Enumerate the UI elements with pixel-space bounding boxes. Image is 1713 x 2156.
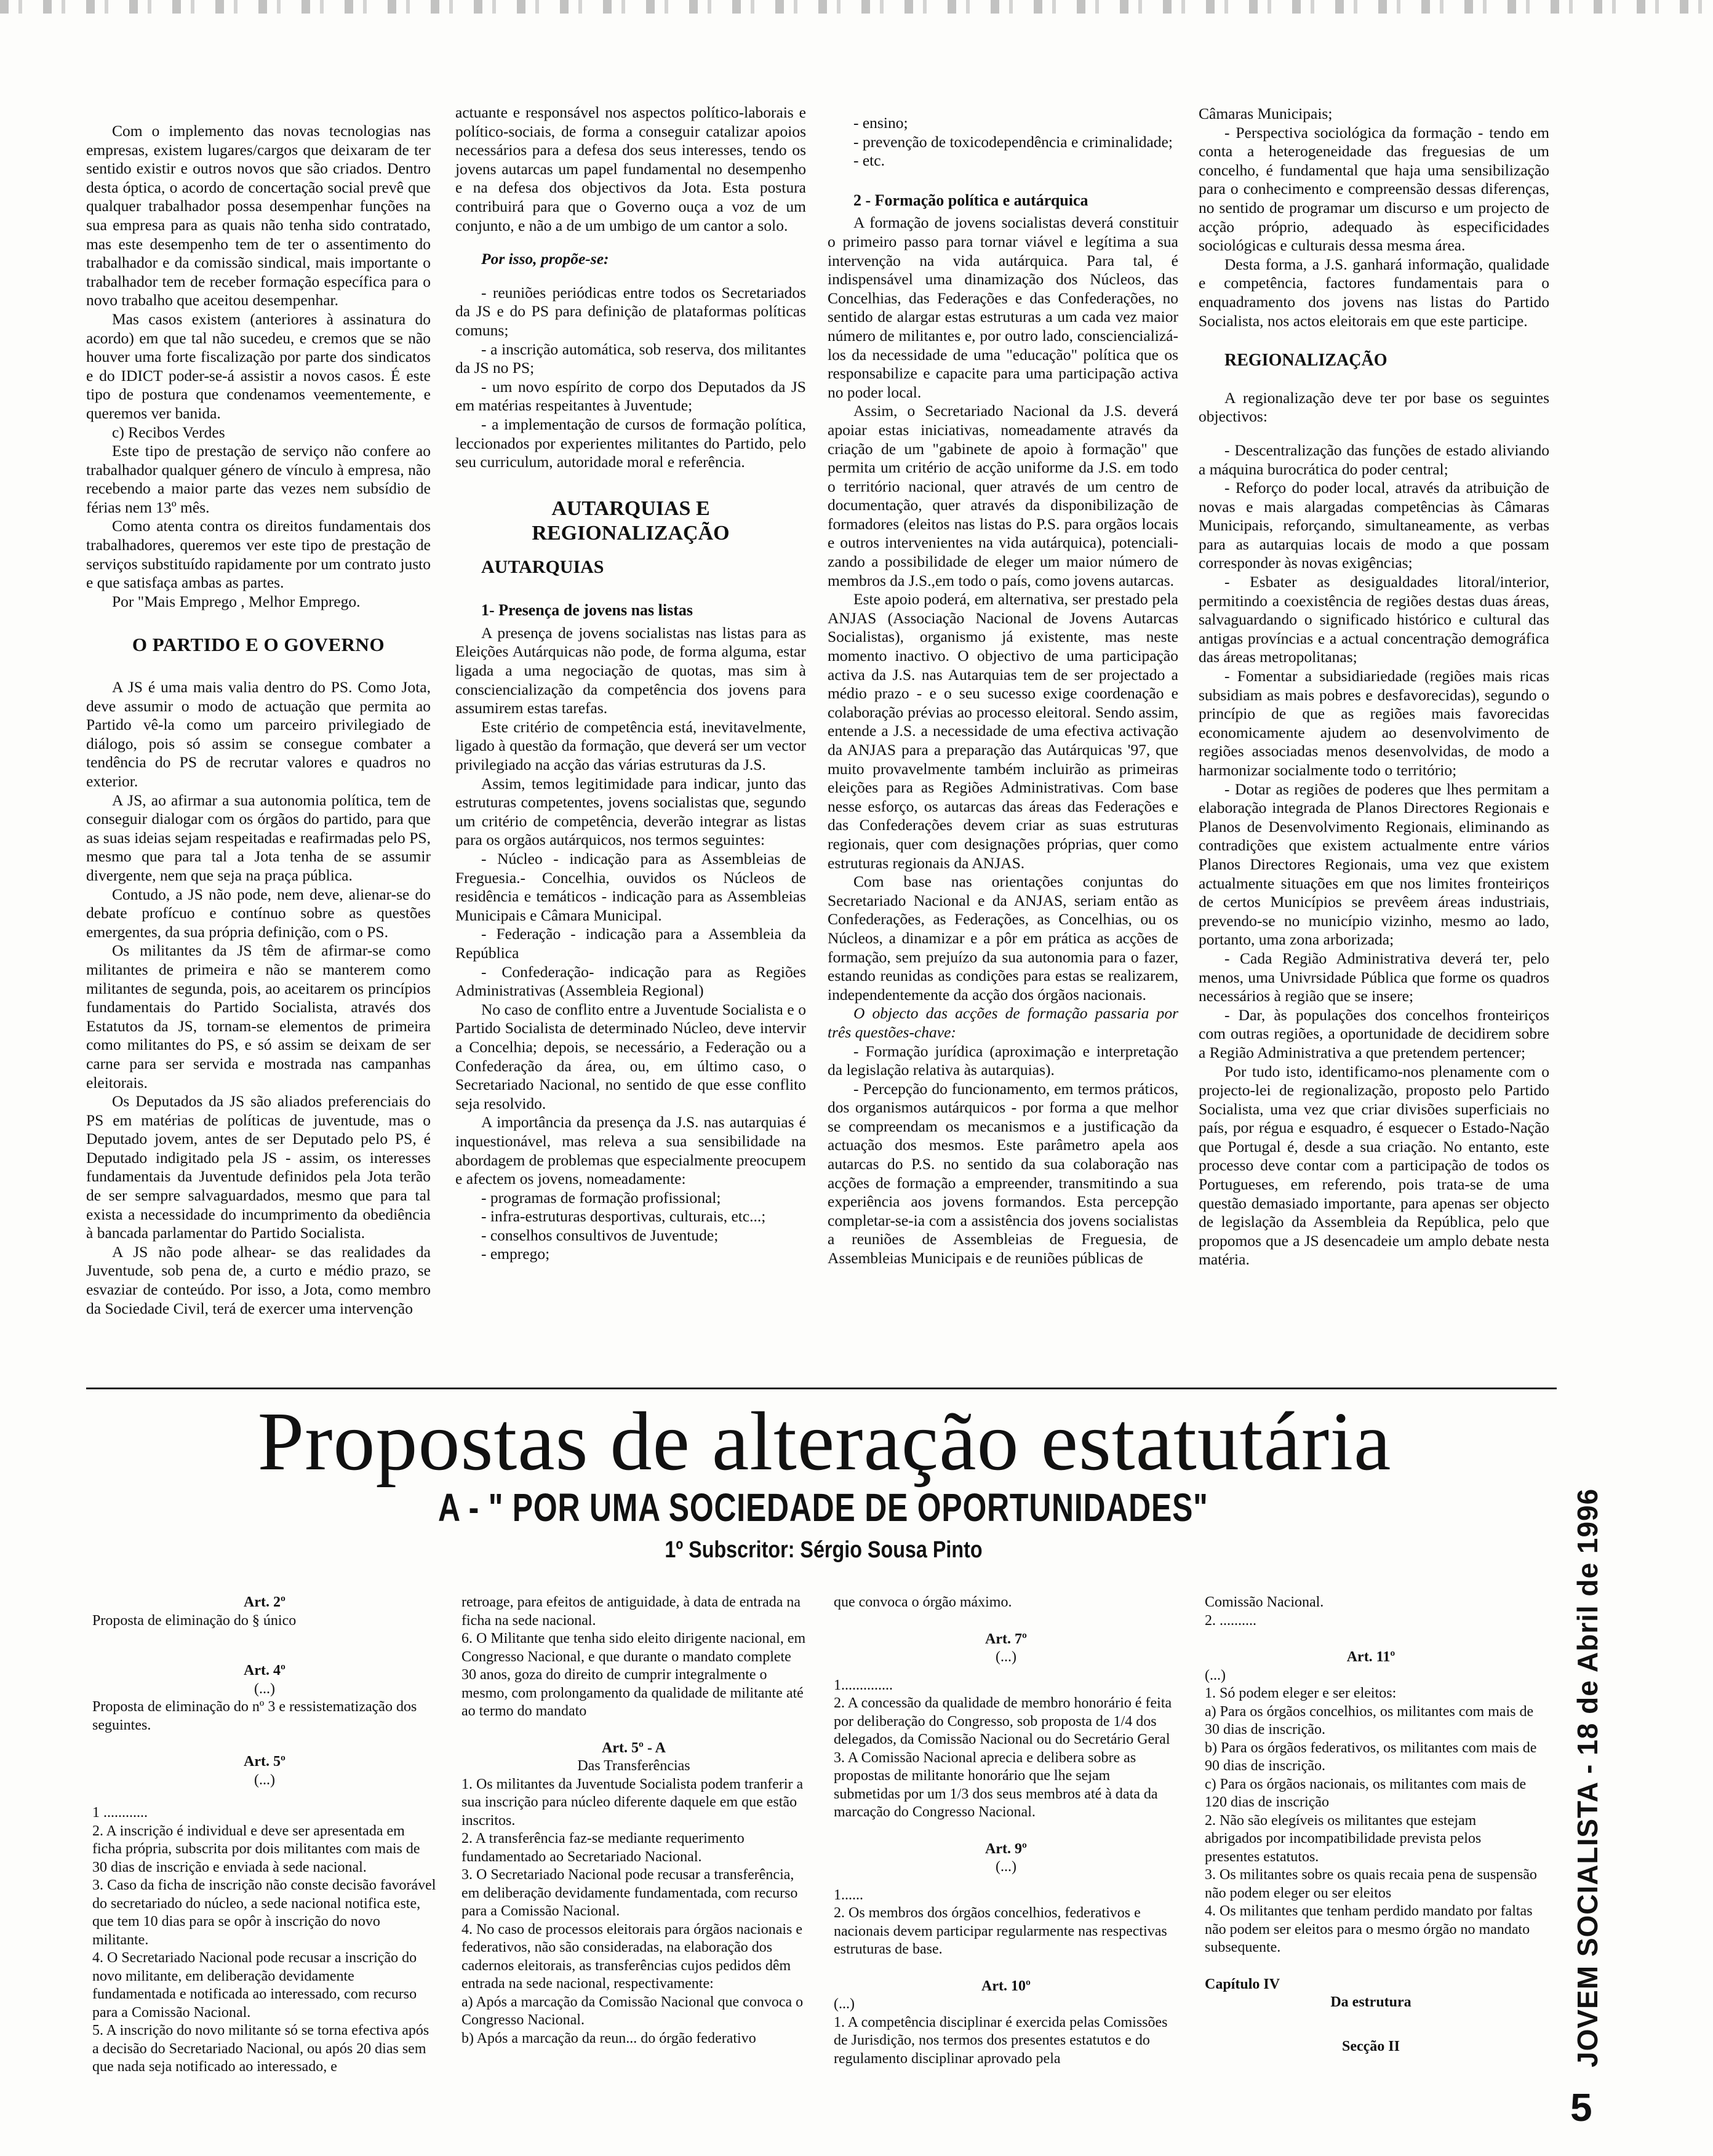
lower-column-4 bbox=[1205, 1594, 1537, 2056]
paragraph: Este tipo de prestação de serviço não confere ao trabalhador qualquer género de vínculo à empresa, não recebendo a maior parte das vezes nem subsídio de férias nem 13º mês. bbox=[86, 442, 431, 516]
paragraph: - reuniões periódicas entre todos os Secretariados da JS e do PS para definição de plataformas políticas comuns; bbox=[455, 283, 806, 339]
paragraph: - Núcleo - indicação para as Assembleias de Freguesia.- Concelhia, ouvidos os Núcleos de residência e temáticos - indicação para as Assembleias Municipais e Câmara Municipal. bbox=[455, 850, 806, 924]
paragraph: Por tudo isto, identificamo-nos plenamente com o projecto-lei de regionalização, proposto pelo Partido Socialista, uma vez que criar divisões superficiais no país, por régua e esquadro, é esquecer o Estado-Nação que Portugal é, desde a sua criação. No entanto, este processo deve contar com a participação de todos os Portugueses, em referendo, pois trata-se de uma questão demasiado importante, para apenas ser objecto de legislação da Assembleia da República, pelo que propomos que a JS desencadeie um amplo debate nesta matéria. bbox=[1199, 1062, 1549, 1269]
paragraph: Comissão Nacional. bbox=[1205, 1594, 1324, 1610]
paragraph: A formação de jovens socialistas deverá constituir o primeiro passo para tornar viável e legítima a sua intervenção na vida autárquica. Para tal, é indispensável uma dinamização dos Núcleos, das Concelhias, das Federações e das Confederações, no sentido de alargar estas estruturas a um cada vez maior número de militantes e, por outro lado, consciencializá-los da necessidade de uma "educação" política que os responsabilize e capacite para uma participação activa no poder local. bbox=[828, 214, 1178, 401]
paragraph: 1. A competência disciplinar é exercida pelas Comissões de Jurisdição, nos termos dos presentes estatutos e do regulamento disciplinar aprovado pela bbox=[834, 2014, 1168, 2067]
paragraph: O objecto das acções de formação passaria por três questões-chave: bbox=[828, 1004, 1178, 1041]
paragraph: 1. Os militantes da Juventude Socialista podem tranferir a sua inscrição para núcleo diferente daquele em que estão inscritos. bbox=[461, 1776, 804, 1829]
paragraph: A JS é uma mais valia dentro do PS. Como Jota, deve assumir o modo de actuação que permita ao Partido vê-la como um parceiro privilegiado de diálogo, pois só assim se consegue combater a tendência do PS de recrutar valores e quadros no exterior. bbox=[86, 678, 431, 790]
subsection-heading: 1- Presença de jovens nas listas bbox=[481, 601, 693, 620]
article-heading: Art. 11º bbox=[1346, 1649, 1396, 1665]
paragraph: - a inscrição automática, sob reserva, dos militantes da JS no PS; bbox=[455, 340, 806, 377]
subsection-heading: AUTARQUIAS bbox=[481, 556, 604, 577]
divider-rule bbox=[86, 1387, 1557, 1389]
paragraph: A JS, ao afirmar a sua autonomia política, tem de conseguir dialogar com os órgãos do partido, para que as suas ideias sejam respeitadas e reafirmadas pelo PS, mesmo que para tal a Jota tenha de se assumir divergente, nem que seja na praça pública. bbox=[86, 791, 431, 884]
page-number: 5 bbox=[1570, 2085, 1592, 2130]
paragraph: 3. A Comissão Nacional aprecia e delibera sobre as propostas de militante honorário que lhe sejam submetidas por um 1/3 dos seus membros até à data da marcação do Congresso Nacional. bbox=[834, 1749, 1158, 1820]
paragraph: A presença de jovens socialistas nas listas para as Eleições Autárquicas não pode, de forma alguma, estar ligada a uma negociação de quotas, mas sim à consciencialização da competência dos jovens para assumirem estas tarefas. bbox=[455, 623, 806, 717]
paragraph: Este apoio poderá, em alternativa, ser prestado pela ANJAS (Associação Nacional de Jovens Autarcas Socialistas), organismo já existente, mas neste momento inactivo. O objectivo de uma participação activa da J.S. nas Autarquias tem de ser projectado a médio prazo - e o seu sucesso exige coordenação e colaboração prévias ao processo eleitoral. Sendo assim, entende a J.S. a necessidade de uma efectiva activação da ANJAS para a preparação das Autárquicas '97, que muito provavelmente também incluirão as primeiras eleições para as Regiões Administrativas. Com base nesse esforço, os autarcas das áreas das Federações e das Confederações devem criar as suas estruturas regionais, quer com designações próprias, quer como estruturas regionais da ANJAS. bbox=[828, 590, 1178, 872]
paragraph: Proposta de eliminação do § único bbox=[92, 1612, 297, 1629]
subscriber-line: 1º Subscritor: Sérgio Sousa Pinto bbox=[665, 1537, 983, 1563]
paragraph: - a implementação de cursos de formação política, leccionados por experientes militantes do Partido, pelo seu curriculum, autoridade moral e referência. bbox=[455, 415, 806, 471]
paragraph: - Formação jurídica (aproximação e interpretação da legislação relativa às autarquias). bbox=[828, 1042, 1178, 1079]
article-heading: Art. 5º bbox=[244, 1754, 286, 1770]
paragraph: Por isso, propõe-se: bbox=[481, 250, 609, 268]
section-heading: AUTARQUIAS E REGIONALIZAÇÃO bbox=[532, 497, 730, 545]
paragraph: - Percepção do funcionamento, em termos práticos, dos organismos autárquicos - por forma a que melhor se compreendam os mecanismos e a justificação da actuação dos mesmos. Este parâmetro apela aos autarcas do P.S. no sentido da sua colaboração nas acções de formação a empreender, transmitindo a sua experiência aos jovens formandos. Esta percepção completar-se-ia com a assistência dos jovens socialistas a reuniões de Assembleias de Freguesia, de Assembleias Municipais e de reuniões públicas de bbox=[828, 1079, 1178, 1268]
paragraph: b) Após a marcação da reun... do órgão federativo bbox=[461, 2030, 756, 2046]
publication-date-label: JOVEM SOCIALISTA - 18 de Abril de 1996 bbox=[1571, 1488, 1603, 2067]
paragraph: Proposta de eliminação do nº 3 e ressistematização dos seguintes. bbox=[92, 1699, 417, 1733]
lower-column-1 bbox=[92, 1594, 437, 2077]
section-heading: Secção II bbox=[1342, 2038, 1400, 2054]
article-heading: Art. 2º bbox=[244, 1594, 286, 1610]
paragraph: - infra-estruturas desportivas, culturais, etc...; bbox=[481, 1207, 766, 1226]
paragraph: 2. .......... bbox=[1205, 1612, 1256, 1629]
paragraph: 3. Os militantes sobre os quais recaia pena de suspensão não podem eleger ou ser eleitos bbox=[1205, 1867, 1537, 1901]
subsection-heading: REGIONALIZAÇÃO bbox=[1224, 351, 1388, 370]
paragraph: - um novo espírito de corpo dos Deputados da JS em matérias respeitantes à Juventude; bbox=[455, 377, 806, 415]
paragraph: Câmaras Municipais; bbox=[1199, 105, 1333, 122]
paragraph: 1 ............ bbox=[92, 1805, 148, 1821]
paragraph: Como atenta contra os direitos fundamentais dos trabalhadores, queremos ver este tipo de prestação de serviços substituído rapidamente por um contrato justo e que satisfaça ambas as partes. bbox=[86, 517, 431, 592]
paragraph: 6. O Militante que tenha sido eleito dirigente nacional, em Congresso Nacional, e que durante o mandato complete 30 anos, goza do direito de cumprir integralmente o mesmo, com prolongamento da qualidade de militante até ao termo do mandato bbox=[461, 1631, 806, 1719]
ellipsis: (...) bbox=[996, 1649, 1016, 1665]
paragraph: Os Deputados da JS são aliados preferenciais do PS em matérias de políticas de juventude, mas o Deputado jovem, antes de ser Deputado pelo PS, é Deputado indigitado pela JS - assim, os interesses fundamentais da Juventude definidos pela Jota terão de ser sempre salvaguardados, mesmo que para tal exista a necessidade do incumprimento da obediência à bancada parlamentar do Partido Socialista. bbox=[86, 1092, 431, 1242]
chapter-heading: Capítulo IV bbox=[1205, 1976, 1280, 1992]
paragraph: 1.............. bbox=[834, 1677, 893, 1693]
chapter-subtitle: Da estrutura bbox=[1330, 1994, 1412, 2010]
column-2 bbox=[455, 103, 806, 1264]
paragraph: - conselhos consultivos de Juventude; bbox=[481, 1226, 719, 1244]
paragraph: 2. Os membros dos órgãos concelhios, federativos e nacionais devem participar regularmente nas respectivas estruturas de base. bbox=[834, 1905, 1167, 1957]
lower-column-2 bbox=[461, 1594, 806, 2048]
paragraph: Os militantes da JS têm de afirmar-se como militantes de primeira e não se manterem como militantes de segunda, pois, ao aceitarem os princípios fundamentais do Partido Socialista, através dos Estatutos da JS, tornam-se elementos de primeira como militantes do PS, e só assim se deixam de ser carne para ser servida e mostrada nas campanhas eleitorais. bbox=[86, 941, 431, 1092]
paragraph: Mas casos existem (anteriores à assinatura do acordo) em que tal não sucedeu, e cremos que se não houver uma forte fiscalização por parte dos sindicatos e do IDICT poder-se-á assistir a novos casos. É este tipo de postura que condenamos veementemente, e queremos ver banida. bbox=[86, 309, 431, 422]
paragraph: - Fomentar a subsidiariedade (regiões mais ricas subsidiam as mais pobres e desfavorecidas), segundo o princípio de que as regiões mais favorecidas economicamente ajudem ao desenvolvimento de regiões associadas menos desenvolvidas, de modo a harmonizar socialmente todo o território; bbox=[1199, 667, 1549, 779]
paragraph: Assim, o Secretariado Nacional da J.S. deverá apoiar estas iniciativas, nomeadamente através da criação de um "gabinete de apoio à formação" que permita um critério de acção uniforme da J.S. em todo o território nacional, quer através de um centro de documentação, quer através da disponibilização de formadores (eleitos nas listas do P.S. para orgãos locais e outros intervenientes na vida autárquica), potenciali-zando a possibilidade de eleger um maior número de membros da J.S.,em todo o país, como jovens autarcas. bbox=[828, 402, 1178, 589]
paragraph: - Cada Região Administrativa deverá ter, pelo menos, uma Univrsidade Pública que forme os quadros necessários à região que se insere; bbox=[1199, 949, 1549, 1005]
paragraph: 4. Os militantes que tenham perdido mandato por faltas não podem ser eleitos para o mesmo órgão no mandato subsequente. bbox=[1205, 1903, 1533, 1955]
paragraph: - Esbater as desigualdades litoral/interior, permitindo a coexistência de regiões destas duas áreas, salvaguardando o significado histórico e cultural das antigas províncias e a actual concentração demográfica das áreas metropolitanas; bbox=[1199, 573, 1549, 666]
paragraph: actuante e responsável nos aspectos político-laborais e político-sociais, de forma a conseguir catalizar apoios necessários para a defesa dos seus interesses, tendo os jovens autarcas um papel fundamental no desempenho e na defesa dos objectivos da Jota. Esta postura contribuirá para que o Governo ouça a voz de um conjunto, e não a de um umbigo de um cantor a solo. bbox=[455, 103, 806, 234]
lower-column-3 bbox=[834, 1594, 1178, 2068]
article-heading: Art. 10º bbox=[981, 1978, 1031, 1994]
ellipsis: (...) bbox=[254, 1680, 275, 1697]
paragraph: retroage, para efeitos de antiguidade, à data de entrada na ficha na sede nacional. bbox=[461, 1594, 801, 1629]
paragraph: - Dar, às populações dos concelhos fronteiriços com outras regiões, a oportunidade de decidirem sobre a Região Administrativa a que pretendem pertencer; bbox=[1199, 1005, 1549, 1061]
paragraph: - prevenção de toxicodependência e criminalidade; bbox=[853, 132, 1173, 151]
paragraph: - Dotar as regiões de poderes que lhes permitam a elaboração integrada de Planos Directores Regionais e Planos de Desenvolvimento Regionais, eliminando as contradições que existem actualmente entre vários Planos Directores Regionais, uma vez que existem actualmente situações em que nos limites fronteiriços de certos Municípios se prevêem áreas industriais, prevendo-se no município vizinho, mesmo ao lado, portanto, uma zona arborizada; bbox=[1199, 780, 1549, 949]
subtitle: A - " POR UMA SOCIEDADE DE OPORTUNIDADES" bbox=[438, 1485, 1208, 1530]
headline: Propostas de alteração estatutária bbox=[257, 1395, 1392, 1488]
paragraph: Com base nas orientações conjuntas do Secretariado Nacional e da ANJAS, seriam então as Confederações, as Federações, as Concelhias, ou os Núcleos, a dinamizar e a pôr em prática as acções de formação, sem prejuízo da sua autonomia para o fazer, estando reunidas as condições para estas se realizarem, independentemente da acção dos órgãos nacionais. bbox=[828, 872, 1178, 1004]
paragraph: que convoca o órgão máximo. bbox=[834, 1594, 1012, 1610]
paragraph: - Reforço do poder local, através da atribuição de novas e mais alargadas competências às Câmaras Municipais, reforçando, simultaneamente, as verbas para as autarquias locais de modo a que possam corresponder às novas exigências; bbox=[1199, 479, 1549, 572]
paragraph: 5. A inscrição do novo militante só se torna efectiva após a decisão do Secretariado Nacional, ou após 20 dias sem que nada seja notificado ao interessado, e bbox=[92, 2022, 429, 2075]
paragraph: No caso de conflito entre a Juventude Socialista e o Partido Socialista de determinado Núcleo, deve intervir a Concelhia; depois, se necessário, a Federação ou a Confederação da área, ou, em último caso, o Secretariado Nacional, no sentido de que esse conflito seja resolvido. bbox=[455, 1000, 806, 1112]
article-subtitle: Das Transferências bbox=[577, 1758, 690, 1774]
paragraph: 3. Caso da ficha de inscrição não conste decisão favorável do secretariado do núcleo, a sede nacional notifica este, que tem 10 dias para se opôr à inscrição do novo militante. bbox=[92, 1877, 436, 1948]
paragraph: 4. O Secretariado Nacional pode recusar a inscrição do novo militante, em deliberação devidamente fundamentada e notificada ao interessado, com recurso para a Comissão Nacional. bbox=[92, 1950, 417, 2021]
paragraph: a) Para os órgãos concelhios, os militantes com mais de 30 dias de inscrição. bbox=[1205, 1703, 1534, 1738]
paragraph: Este critério de competência está, inevitavelmente, ligado à questão da formação, que deverá ser um vector privilegiado na acção das várias estruturas da J.S. bbox=[455, 717, 806, 774]
article-heading: Art. 4º bbox=[244, 1663, 286, 1679]
ellipsis: (...) bbox=[1205, 1667, 1226, 1683]
publication-sidebar bbox=[1568, 1464, 1607, 2129]
paragraph: 2. A concessão da qualidade de membro honorário é feita por deliberação do Congresso, sob proposta de 1/4 dos delegados, da Comissão Nacional ou do Secretário Geral bbox=[834, 1695, 1172, 1747]
paragraph: Com o implemento das novas tecnologias nas empresas, existem lugares/cargos que deixaram de ter sentido existir e outros novos que são criados. Dentro desta óptica, o acordo de concertação social prevê que qualquer trabalhador possa desempenhar funções na sua empresa para as quais não tenha sido contratado, mas este desempenho tem de ter o assentimento do trabalhador e da comissão sindical, mais importante o trabalhador tem de receber formação específica para o novo trabalho que aceitou desempenhar. bbox=[86, 122, 431, 309]
column-4 bbox=[1199, 105, 1549, 1269]
paragraph: Assim, temos legitimidade para indicar, junto das estruturas competentes, jovens socialistas que, segundo um critério de competência, deverão integrar as listas para os orgãos autárquicos, nos termos seguintes: bbox=[455, 774, 806, 849]
paragraph: 3. O Secretariado Nacional pode recusar a transferência, em deliberação devidamente fundamentada, com recurso para a Comissão Nacional. bbox=[461, 1867, 798, 1919]
paragraph: c) Recibos Verdes bbox=[112, 423, 225, 441]
scan-artifact bbox=[0, 0, 1713, 14]
subsection-heading: 2 - Formação política e autárquica bbox=[853, 191, 1088, 209]
ellipsis: (...) bbox=[996, 1859, 1016, 1875]
article-heading: Art. 5º - A bbox=[602, 1739, 666, 1756]
paragraph: - etc. bbox=[853, 151, 885, 170]
paragraph: - programas de formação profissional; bbox=[481, 1188, 721, 1207]
ellipsis: (...) bbox=[834, 1996, 855, 2012]
paragraph: a) Após a marcação da Comissão Nacional que convoca o Congresso Nacional. bbox=[461, 1994, 804, 2028]
paragraph: Contudo, a JS não pode, nem deve, alienar-se do debate profícuo e contínuo sobre as questões emergentes, da sua própria definição, com o PS. bbox=[86, 885, 431, 941]
paragraph: - Confederação- indicação para as Regiões Administrativas (Assembleia Regional) bbox=[455, 962, 806, 1000]
article-heading: Art. 7º bbox=[985, 1631, 1027, 1647]
paragraph: - Descentralização das funções de estado aliviando a máquina burocrática do poder central; bbox=[1199, 441, 1549, 478]
paragraph: 1...... bbox=[834, 1886, 863, 1903]
paragraph: A importância da presença da J.S. nas autarquias é inquestionável, mas releva a sua sensibilidade na abordagem de problemas que especialmente preocupem e afectem os jovens, nomeadamente: bbox=[455, 1113, 806, 1188]
paragraph: - ensino; bbox=[853, 114, 908, 132]
column-3 bbox=[828, 114, 1178, 1268]
paragraph: A JS não pode alhear- se das realidades da Juventude, sob pena de, a curto e médio prazo, se esvaziar de conteúdo. Por isso, a Jota, como membro da Sociedade Civil, terá de exercer uma intervenção bbox=[86, 1242, 431, 1317]
paragraph: 4. No caso de processos eleitorais para órgãos nacionais e federativos, não são consideradas, na elaboração dos cadernos eleitorais, as transferências cujos pedidos dêm entrada na sede nacional, respectivamente: bbox=[461, 1921, 803, 1992]
paragraph: 1. Só podem eleger e ser eleitos: bbox=[1205, 1685, 1397, 1701]
column-1 bbox=[86, 122, 431, 1318]
paragraph: Desta forma, a J.S. ganhará informação, qualidade e competência, factores fundamentais para o enquadramento dos jovens nas listas do Partido Socialista, nos actos eleitorais em que este participe. bbox=[1199, 255, 1549, 330]
paragraph: Por "Mais Emprego , Melhor Emprego. bbox=[112, 592, 361, 610]
article-heading: Art. 9º bbox=[985, 1840, 1027, 1857]
paragraph: A regionalização deve ter por base os seguintes objectivos: bbox=[1199, 388, 1549, 426]
paragraph: - Federação - indicação para a Assembleia da República bbox=[455, 925, 806, 962]
section-heading: O PARTIDO E O GOVERNO bbox=[132, 634, 385, 656]
paragraph: 2. A inscrição é individual e deve ser apresentada em ficha própria, subscrita por dois militantes com mais de 30 dias de inscrição e enviada à sede nacional. bbox=[92, 1823, 420, 1875]
paragraph: 2. Não são elegíveis os militantes que estejam abrigados por incompatibilidade prevista pelos presentes estatutos. bbox=[1205, 1812, 1482, 1865]
paragraph: - emprego; bbox=[481, 1245, 550, 1263]
paragraph: - Perspectiva sociológica da formação - tendo em conta a heterogeneidade das freguesias de um concelho, é fundamental que haja uma sensibilização para o conhecimento e compreensão dessas diferenças, no sentido de programar um discurso e um projecto de acção próprio, adequado às especificidades sociológicas e culturais dessa mesma área. bbox=[1199, 123, 1549, 255]
ellipsis: (...) bbox=[254, 1771, 275, 1788]
paragraph: b) Para os órgãos federativos, os militantes com mais de 90 dias de inscrição. bbox=[1205, 1739, 1537, 1774]
paragraph: c) Para os órgãos nacionais, os militantes com mais de 120 dias de inscrição bbox=[1205, 1776, 1527, 1810]
paragraph: 2. A transferência faz-se mediante requerimento fundamentado ao Secretariado Nacional. bbox=[461, 1831, 745, 1865]
